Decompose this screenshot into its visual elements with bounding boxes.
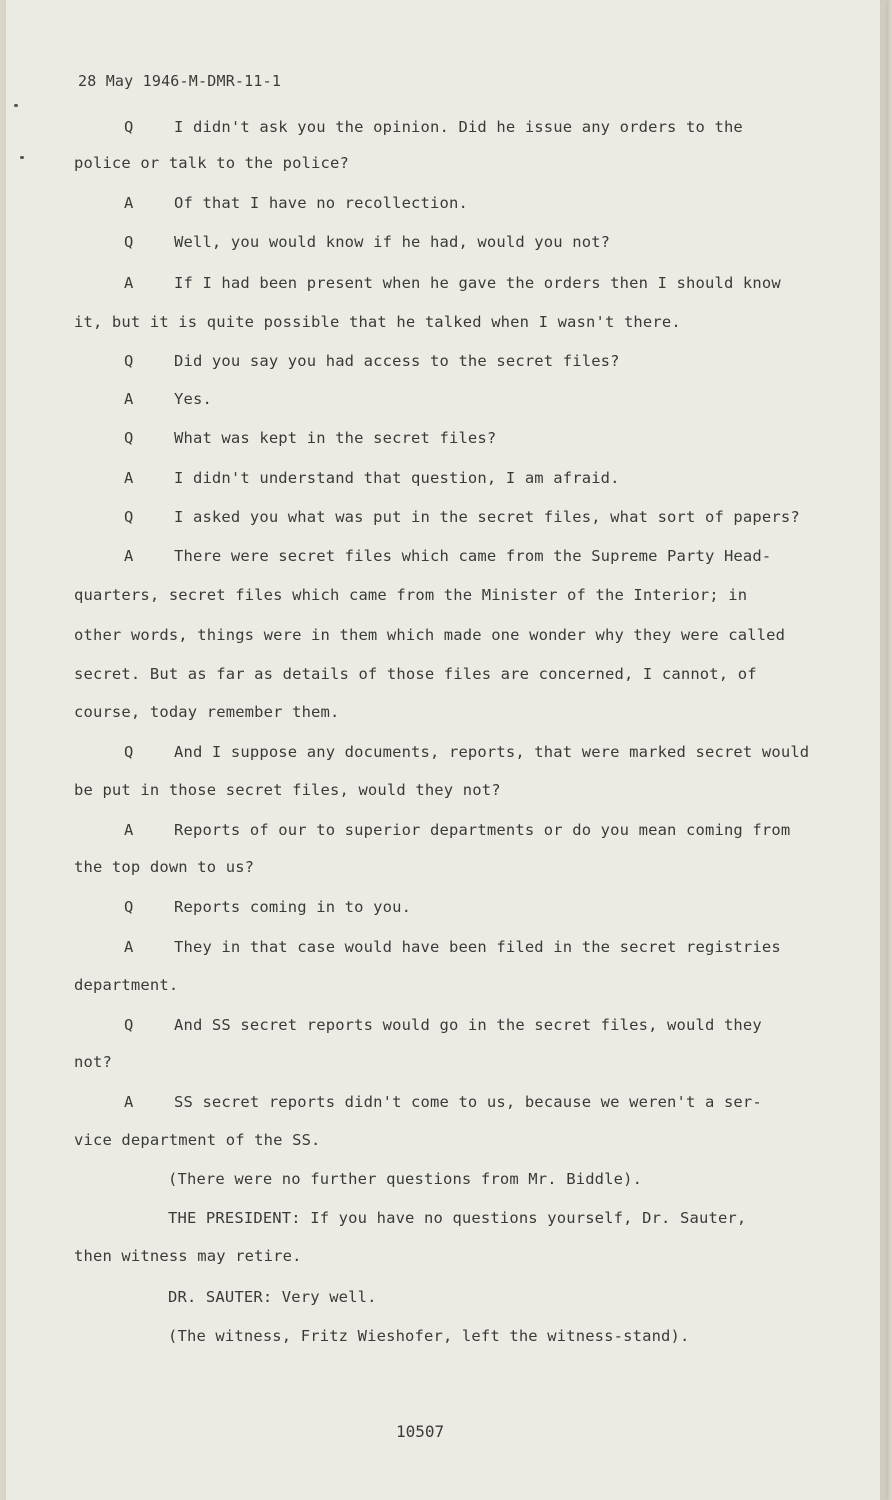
transcript-line: the top down to us? (74, 858, 255, 876)
answer-marker: A (124, 469, 134, 487)
transcript-line: And I suppose any documents, reports, that were marked secret would (174, 743, 810, 761)
page-edge (880, 0, 886, 1500)
question-marker: Q (124, 118, 134, 136)
punch-mark (14, 104, 18, 107)
transcript-line: Reports of our to superior departments or do you mean coming from (174, 821, 791, 839)
transcript-line: it, but it is quite possible that he talked when I wasn't there. (74, 313, 681, 331)
answer-marker: A (124, 1093, 134, 1111)
question-marker: Q (124, 352, 134, 370)
transcript-line: department. (74, 976, 179, 994)
transcript-line: secret. But as far as details of those files are concerned, I cannot, of (74, 665, 757, 683)
transcript-line: Well, you would know if he had, would you not? (174, 233, 611, 251)
transcript-line: Reports coming in to you. (174, 898, 412, 916)
question-marker: Q (124, 743, 134, 761)
answer-marker: A (124, 390, 134, 408)
transcript-line: police or talk to the police? (74, 154, 349, 172)
question-marker: Q (124, 898, 134, 916)
transcript-line: If I had been present when he gave the orders then I should know (174, 274, 781, 292)
document-page (6, 0, 886, 1500)
transcript-line: Did you say you had access to the secret files? (174, 352, 620, 370)
answer-marker: A (124, 938, 134, 956)
transcript-line: be put in those secret files, would they not? (74, 781, 501, 799)
page-number: 10507 (396, 1422, 445, 1441)
transcript-line: SS secret reports didn't come to us, because we weren't a ser- (174, 1093, 762, 1111)
transcript-line: then witness may retire. (74, 1247, 302, 1265)
question-marker: Q (124, 508, 134, 526)
transcript-line: quarters, secret files which came from the Minister of the Interior; in (74, 586, 748, 604)
transcript-line: Of that I have no recollection. (174, 194, 468, 212)
document-header: 28 May 1946-M-DMR-11-1 (78, 72, 282, 90)
transcript-line: I didn't understand that question, I am afraid. (174, 469, 620, 487)
transcript-line: Yes. (174, 390, 212, 408)
answer-marker: A (124, 274, 134, 292)
question-marker: Q (124, 429, 134, 447)
transcript-line: vice department of the SS. (74, 1131, 321, 1149)
transcript-line: DR. SAUTER: Very well. (168, 1288, 377, 1306)
transcript-line: not? (74, 1053, 112, 1071)
transcript-line: course, today remember them. (74, 703, 340, 721)
punch-mark (20, 156, 24, 159)
transcript-line: I asked you what was put in the secret files, what sort of papers? (174, 508, 800, 526)
answer-marker: A (124, 547, 134, 565)
transcript-line: other words, things were in them which made one wonder why they were called (74, 626, 786, 644)
answer-marker: A (124, 821, 134, 839)
transcript-line: (The witness, Fritz Wieshofer, left the witness-stand). (168, 1327, 690, 1345)
transcript-line: They in that case would have been filed in the secret registries (174, 938, 781, 956)
answer-marker: A (124, 194, 134, 212)
question-marker: Q (124, 1016, 134, 1034)
transcript-line: THE PRESIDENT: If you have no questions yourself, Dr. Sauter, (168, 1209, 747, 1227)
transcript-line: And SS secret reports would go in the secret files, would they (174, 1016, 762, 1034)
transcript-line: There were secret files which came from the Supreme Party Head- (174, 547, 772, 565)
transcript-line: I didn't ask you the opinion. Did he issue any orders to the (174, 118, 743, 136)
question-marker: Q (124, 233, 134, 251)
transcript-line: What was kept in the secret files? (174, 429, 497, 447)
transcript-line: (There were no further questions from Mr. Biddle). (168, 1170, 643, 1188)
